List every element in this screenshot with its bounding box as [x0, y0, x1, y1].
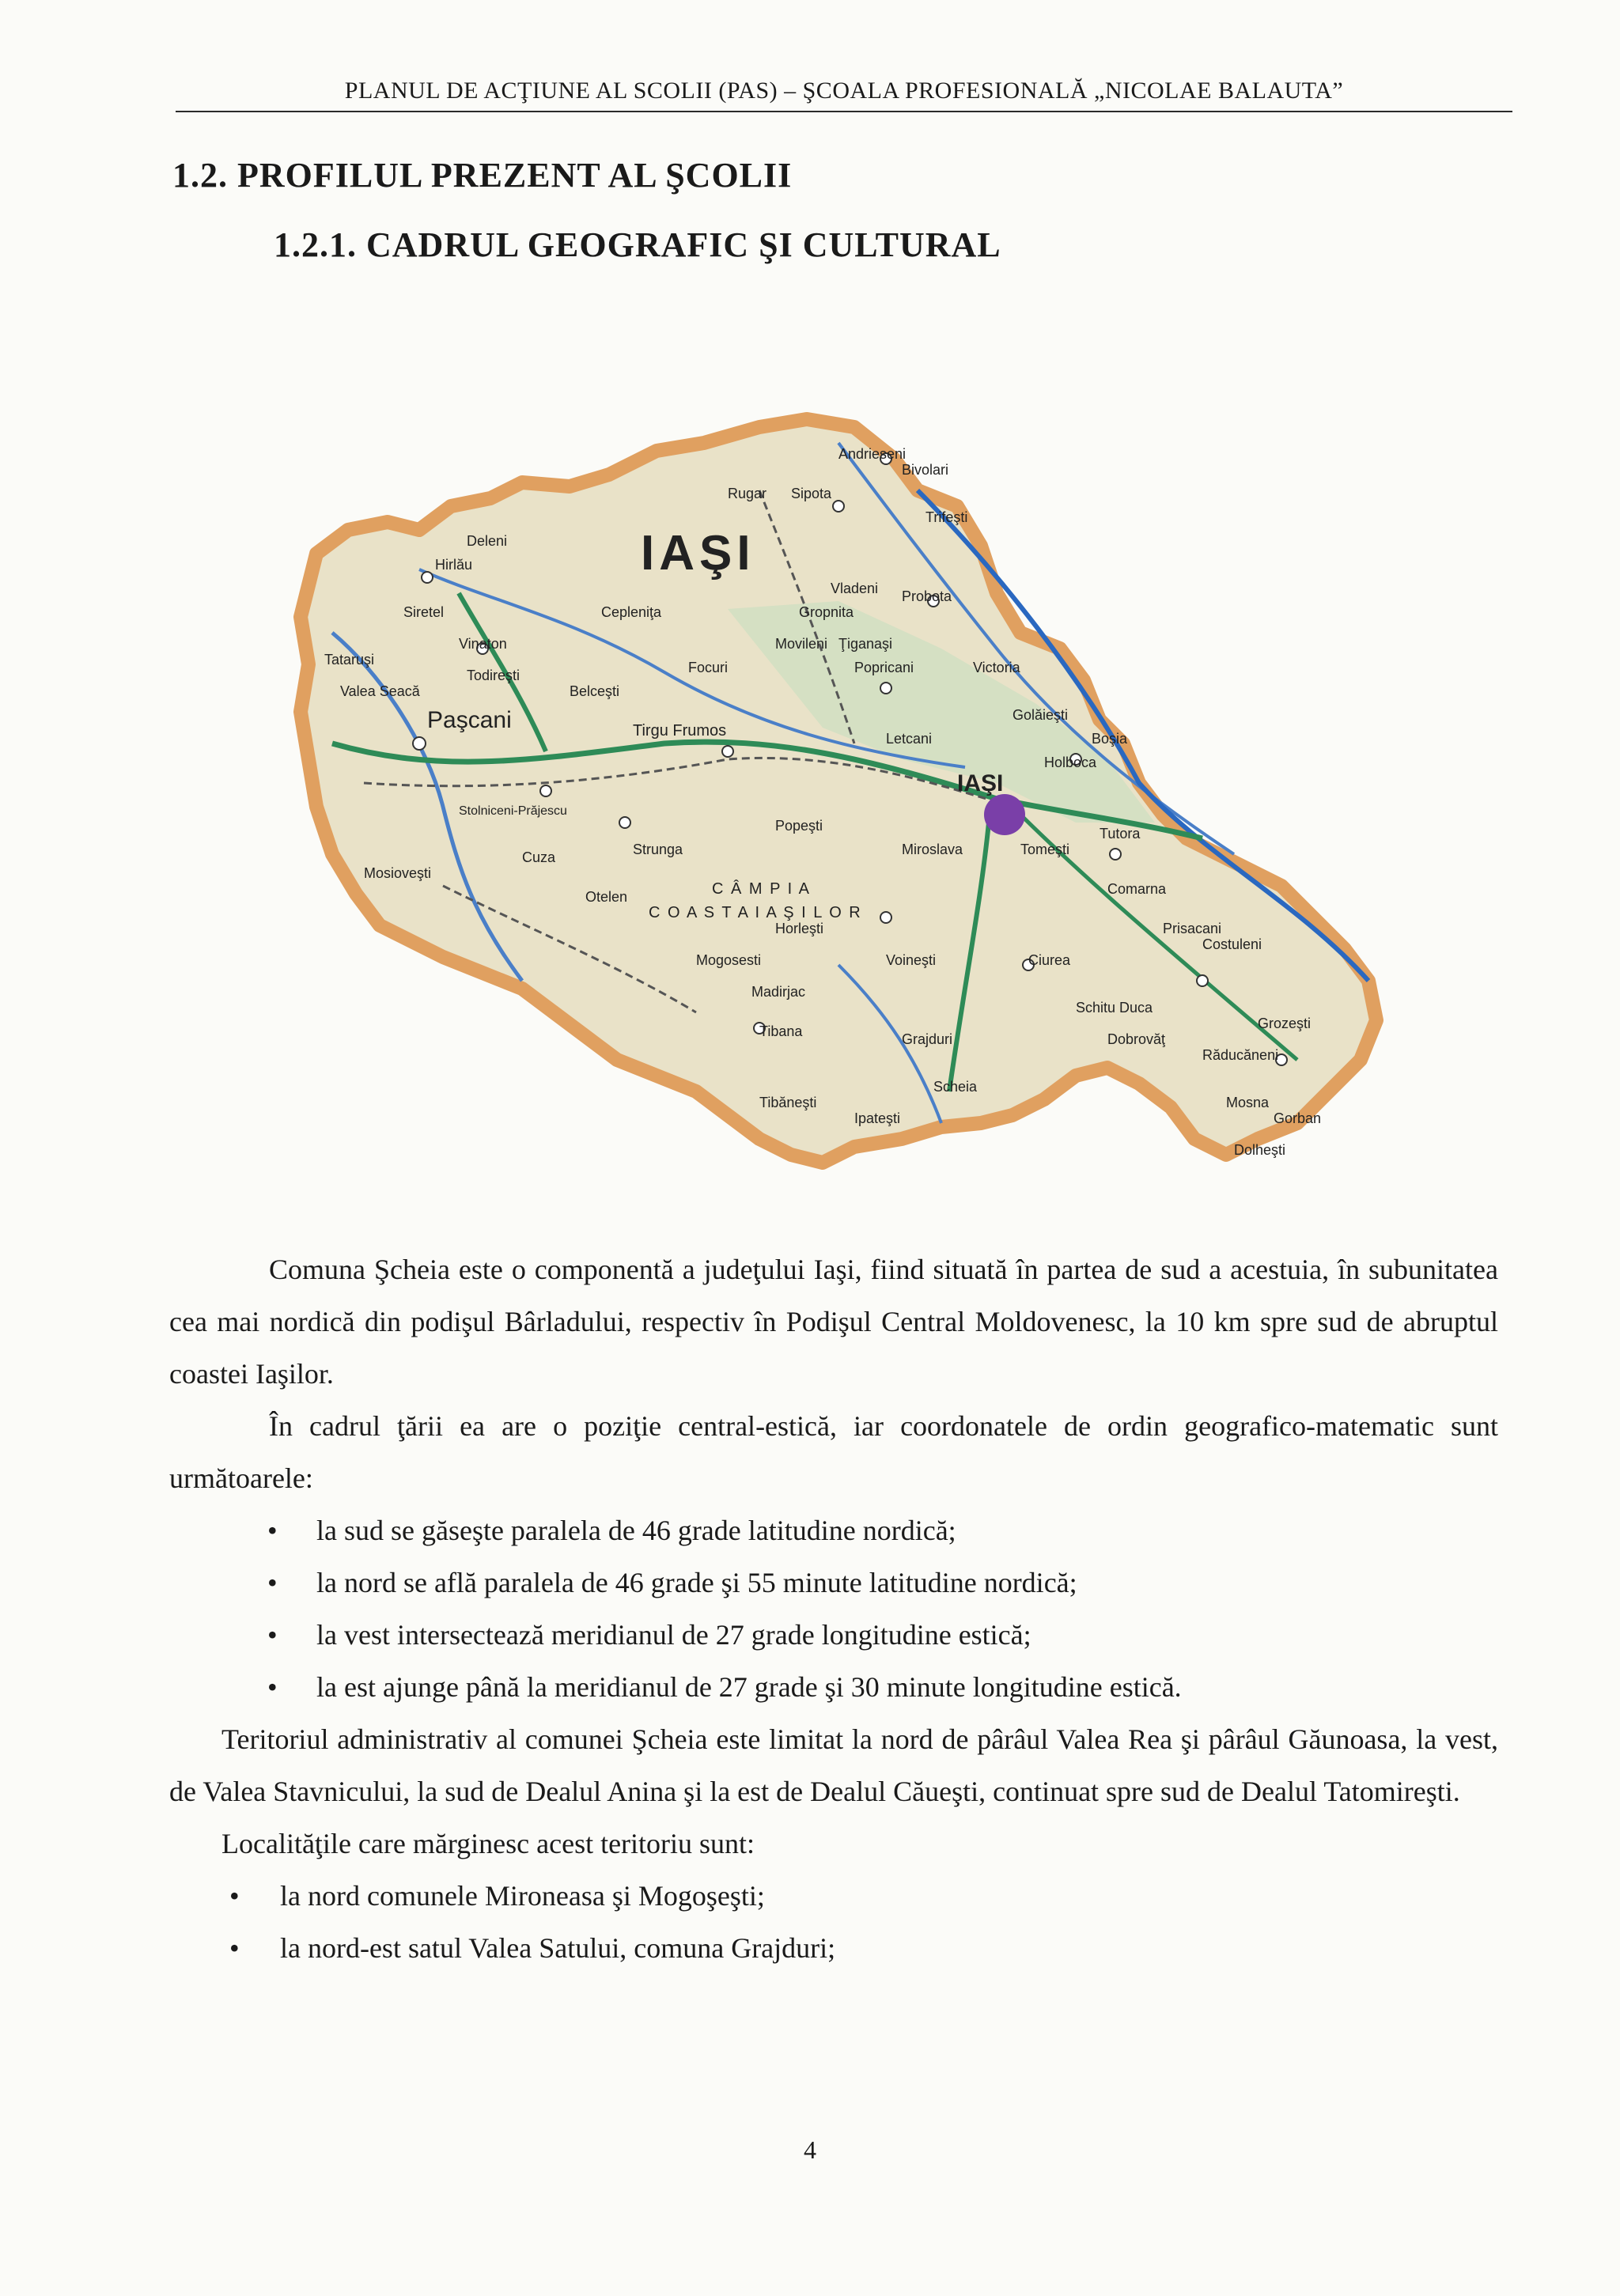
map-place-label: Voineşti: [886, 952, 937, 968]
paragraph: Teritoriul administrativ al comunei Şcheia este limitat la nord de pârâul Valea Rea şi pârâul Găunoasa, la vest, de Valea Stavnicului, la sud de Dealul Anina şi la est de Dealul Căueşti, continuat spre sud de Dealul Tatomireşti.: [169, 1723, 1498, 1807]
neighbors-list: [169, 1870, 1498, 1974]
map-place-label: Tutora: [1100, 826, 1141, 842]
map-city-label: IAŞI: [957, 770, 1004, 796]
map-place-label: Ipateşti: [854, 1110, 901, 1126]
map-place-label: Popeşti: [775, 818, 823, 834]
map-place-label: Vinaton: [459, 636, 507, 652]
iasi-county-map: [285, 411, 1408, 1202]
map-place-label: Deleni: [467, 533, 508, 549]
map-place-label: Schitu Duca: [1076, 1000, 1153, 1016]
header-rule: [176, 111, 1512, 112]
map-place-label: Movileni: [775, 636, 828, 652]
map-place-label: Costuleni: [1202, 936, 1262, 952]
map-place-label: Victoria: [973, 660, 1020, 675]
map-place-label: Horleşti: [775, 921, 824, 936]
map-place-label: Scheia: [933, 1079, 978, 1095]
map-place-label: Valea Seacă: [340, 683, 420, 699]
map-place-label: Tibana: [759, 1023, 803, 1039]
paragraph: În cadrul ţării ea are o poziţie central-estică, iar coordonatele de ordin geografico-matematic sunt următoarele:: [169, 1410, 1498, 1494]
map-place-label: Hirlău: [435, 557, 473, 573]
map-place-label: Prisacani: [1163, 921, 1222, 936]
map-place-label: Dolheşti: [1234, 1142, 1286, 1158]
map-place-label: Gropnita: [799, 604, 854, 620]
coordinates-list: [169, 1504, 1498, 1713]
map-place-label: Ciurea: [1028, 952, 1071, 968]
map-plateau-label: C O A S T A I A Ş I L O R: [649, 904, 862, 921]
paragraph: Comuna Şcheia este o componentă a judeţului Iaşi, fiind situată în partea de sud a acestuia, în subunitatea cea mai nordică din podişul Bârladului, respectiv în Podişul Central Moldovenesc, la 10 km spre sud de abruptul coastei Iaşilor.: [169, 1254, 1498, 1390]
map-place-label: Madirjac: [751, 984, 806, 1000]
map-county-label: IAŞI: [641, 526, 755, 581]
map-place-label: Dobrovăţ: [1107, 1031, 1166, 1047]
page-number: 4: [804, 2135, 816, 2164]
map-place-label: Golăieşti: [1012, 707, 1069, 723]
map-place-label: Andrieseni: [838, 446, 907, 462]
paragraph: Localităţile care mărginesc acest teritoriu sunt:: [221, 1828, 755, 1859]
map-place-label: Probota: [902, 588, 952, 604]
map-place-label: Cepleniţa: [601, 604, 662, 620]
map-place-label: Ţiganaşi: [838, 636, 893, 652]
map-place-label: Focuri: [688, 660, 729, 675]
section-heading: 1.2. PROFILUL PREZENT AL ŞCOLII: [172, 156, 793, 195]
map-place-label: Boşia: [1092, 731, 1128, 747]
document-header: PLANUL DE ACŢIUNE AL SCOLII (PAS) – ŞCOALA PROFESIONALĂ „NICOLAE BALAUTA”: [344, 78, 1344, 104]
map-place-label: Gorban: [1274, 1110, 1322, 1126]
map-place-label: Tomeşti: [1020, 842, 1070, 857]
map-place-label: Grozeşti: [1258, 1016, 1312, 1031]
body-text: [169, 1243, 1498, 1974]
map-place-label: Rugar: [728, 486, 767, 501]
map-place-label: Tataruşi: [324, 652, 375, 668]
map-place-label: Todireşti: [467, 668, 520, 683]
map-place-label: Grajduri: [902, 1031, 953, 1047]
map-place-label: Stolniceni-Prăjescu: [459, 804, 567, 818]
map-place-label: Sipota: [791, 486, 832, 501]
map-place-label: Tirgu Frumos: [633, 722, 727, 739]
section-subheading: 1.2.1. CADRUL GEOGRAFIC ŞI CULTURAL: [274, 225, 1001, 264]
map-plain-label: C Â M P I A: [712, 880, 811, 898]
list-item: • la nord comunele Mironeasa şi Mogoşeşti;: [169, 1870, 1498, 1922]
map-place-label: Tibăneşti: [759, 1095, 817, 1110]
map-place-label: Mosna: [1226, 1095, 1270, 1110]
list-item: • la est ajunge până la meridianul de 27 grade şi 30 minute longitudine estică.: [169, 1661, 1498, 1713]
list-item: • la sud se găseşte paralela de 46 grade latitudine nordică;: [169, 1504, 1498, 1557]
map-place-label: Bivolari: [902, 462, 949, 478]
map-place-label: Cuza: [522, 849, 556, 865]
map-place-label: Trifeşti: [925, 509, 968, 525]
map-place-label: Holboca: [1044, 755, 1097, 770]
map-place-label: Paşcani: [427, 707, 512, 733]
map-place-label: Comarna: [1107, 881, 1167, 897]
map-place-label: Belceşti: [570, 683, 620, 699]
map-place-label: Mogosesti: [696, 952, 762, 968]
map-place-label: Letcani: [886, 731, 933, 747]
map-place-label: Răducăneni: [1202, 1047, 1279, 1063]
map-place-label: Otelen: [585, 889, 628, 905]
list-item: • la vest intersectează meridianul de 27 grade longitudine estică;: [169, 1609, 1498, 1661]
map-place-label: Popricani: [854, 660, 914, 675]
list-item: • la nord-est satul Valea Satului, comuna Grajduri;: [169, 1922, 1498, 1974]
map-place-label: Strunga: [633, 842, 683, 857]
iasi-city-marker: [984, 794, 1025, 835]
list-item: • la nord se află paralela de 46 grade şi 55 minute latitudine nordică;: [169, 1557, 1498, 1609]
map-place-label: Mosioveşti: [364, 865, 432, 881]
map-place-label: Miroslava: [902, 842, 963, 857]
map-place-label: Siretel: [403, 604, 445, 620]
map-place-label: Vladeni: [831, 581, 879, 596]
